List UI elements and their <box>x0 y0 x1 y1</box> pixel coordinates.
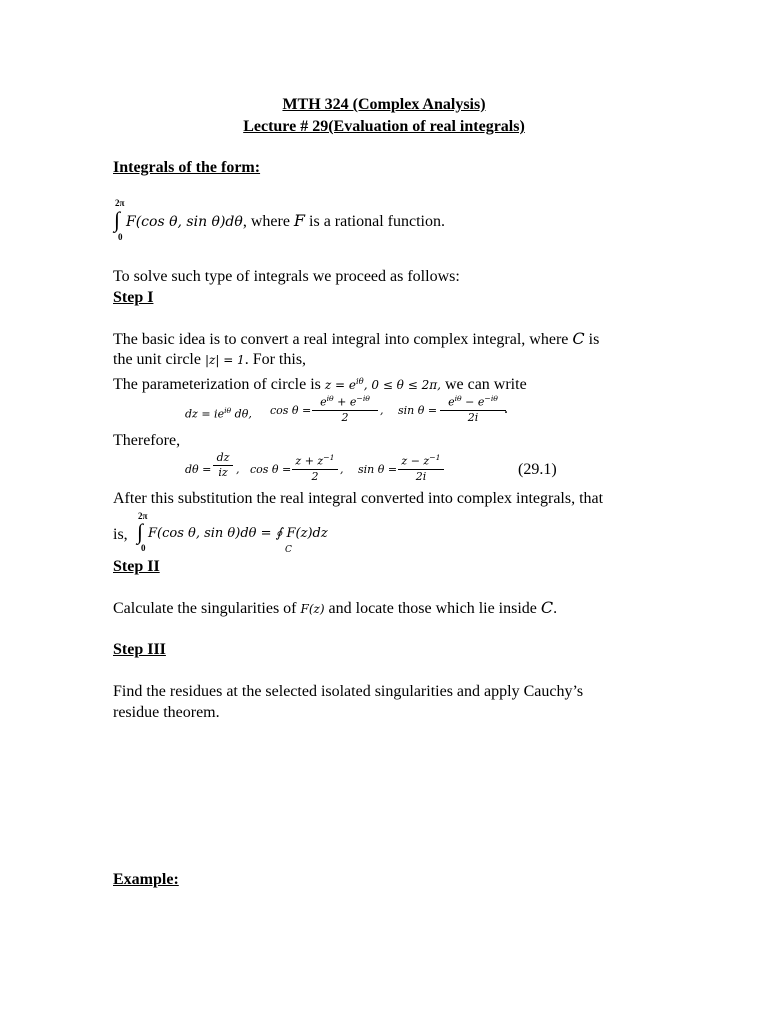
eq-sin-lhs: sin θ = <box>398 404 438 417</box>
step-1-line-3: The parameterization of circle is $z = e^{i\theta}$, 0 ≤ θ ≤ 2π, we can write <box>113 376 527 393</box>
step-2-text: Calculate the singularities of F(z) and locate those which lie inside C. <box>113 598 558 617</box>
eq-period: . <box>504 400 508 417</box>
eq-sin-fraction: $e^{i\theta} - e^{-i\theta}$ 2i <box>440 392 506 425</box>
formula-line <box>126 211 445 232</box>
step-3-heading: Step III <box>113 641 166 658</box>
parameterization-math: $z = e^{i\theta}$, 0 ≤ θ ≤ 2π, <box>324 376 441 392</box>
intro-text: To solve such type of integrals we proceed as follows: <box>113 268 460 285</box>
step-3-line-1: Find the residues at the selected isolated singularities and apply Cauchy’s <box>113 683 584 700</box>
eq-cos-fraction: $e^{i\theta} + e^{-i\theta}$ 2 <box>312 392 378 425</box>
lecture-title: Lecture # 29(Evaluation of real integrals) <box>243 118 525 135</box>
unit-circle-math: |z| = 1 <box>204 353 245 367</box>
symbol-C-2: C <box>540 598 554 617</box>
eq-cos-lhs: cos θ = <box>270 404 312 417</box>
therefore-text: Therefore, <box>113 432 181 449</box>
after-is: is, <box>113 526 128 543</box>
formula-upper-limit: 2π <box>115 198 125 208</box>
step-1-line-2: the unit circle |z| = 1. For this, <box>113 351 307 368</box>
eq2-dtheta-lhs: dθ = <box>185 463 212 476</box>
section-heading: Integrals of the form: <box>113 159 261 176</box>
after-substitution-line: After this substitution the real integral converted into complex integrals, that <box>113 490 604 507</box>
after-upper-limit: 2π <box>138 511 148 521</box>
integrand: F(cos θ, sin θ)dθ <box>126 214 243 230</box>
step-1-line-1: The basic idea is to convert a real integral into complex integral, where C is <box>113 329 600 348</box>
integral-sign: ∫ <box>114 207 121 232</box>
formula-where: , where <box>242 213 294 230</box>
eq-dz: dz = $ie^{i\theta}$ dθ, <box>185 406 252 421</box>
formula-lower-limit: 0 <box>118 232 123 242</box>
course-title: MTH 324 (Complex Analysis) <box>282 96 486 113</box>
after-formula: F(cos θ, sin θ)dθ = ∮ F(z)dz <box>148 526 328 541</box>
eq2-comma-1: , <box>236 463 240 476</box>
after-integral-sign: ∫ <box>137 519 144 544</box>
formula-tail: is a rational function. <box>305 213 445 230</box>
equation-number: (29.1) <box>518 461 557 478</box>
eq2-cos-lhs: cos θ = <box>250 463 292 476</box>
eq2-dtheta-fraction: $\frac{dz}{iz}$ <box>213 451 233 480</box>
example-heading: Example: <box>113 871 179 888</box>
Fz-math: F(z) <box>300 602 325 616</box>
step-2-heading: Step II <box>113 558 160 575</box>
step-1-heading: Step I <box>113 289 154 306</box>
eq2-sin-fraction: $\frac{z - z^{-1}}{2i}$ <box>398 451 444 484</box>
eq2-cos-fraction: $\frac{z + z^{-1}}{2}$ <box>292 451 338 484</box>
eq2-comma-2: , <box>340 463 344 476</box>
after-lower-limit: 0 <box>141 543 146 553</box>
eq2-sin-lhs: sin θ = <box>358 463 398 476</box>
symbol-C: C <box>572 329 585 348</box>
step-3-line-2: residue theorem. <box>113 704 220 721</box>
symbol-F: F <box>293 211 306 230</box>
after-contour-C: C <box>285 545 292 555</box>
eq-comma: , <box>380 404 384 417</box>
